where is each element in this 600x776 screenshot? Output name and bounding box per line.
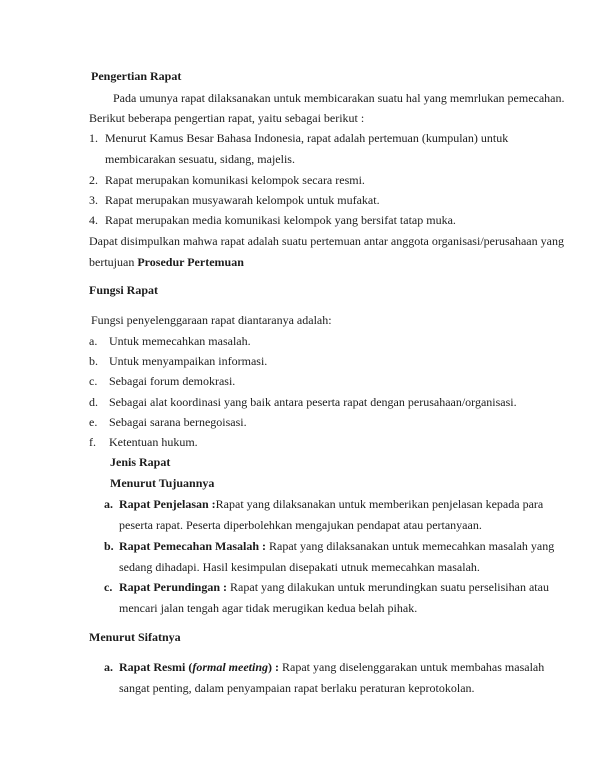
list-item: Sebagai alat koordinasi yang baik antara peserta rapat dengan perusahaan/organisasi. <box>109 395 517 409</box>
definition: Rapat yang dilaksanakan untuk memecahkan masalah yang <box>266 539 555 553</box>
list-marker: 3. <box>89 193 98 207</box>
list-marker: e. <box>89 415 98 429</box>
list-item-continuation: membicarakan sesuatu, sidang, majelis. <box>105 152 295 166</box>
paragraph-conclusion: Dapat disimpulkan mahwa rapat adalah suatu pertemuan antar anggota organisasi/perusahaan yang <box>89 234 564 248</box>
list-item <box>119 497 543 511</box>
list-item-continuation: peserta rapat. Peserta diperbolehkan mengajukan pendapat atau pertanyaan. <box>119 518 482 532</box>
section-heading-pengertian: Pengertian Rapat <box>91 69 182 83</box>
list-item-continuation: sedang dihadapi. Hasil kesimpulan disepakati utnuk memecahkan masalah. <box>119 560 480 574</box>
list-marker: f. <box>89 435 96 449</box>
definition: Rapat yang dilakukan untuk merundingkan suatu perselisihan atau <box>227 580 549 594</box>
list-marker: b. <box>104 539 114 553</box>
term: Rapat Resmi ( <box>119 660 193 674</box>
conclusion-emphasis: Prosedur Pertemuan <box>137 255 244 269</box>
list-marker: a. <box>104 660 113 674</box>
list-marker: a. <box>104 497 113 511</box>
list-item <box>119 660 544 674</box>
list-item: Sebagai sarana bernegoisasi. <box>109 415 247 429</box>
paragraph-conclusion-2 <box>89 255 244 269</box>
section-heading-fungsi: Fungsi Rapat <box>89 283 159 297</box>
term: Rapat Perundingan : <box>119 580 228 594</box>
list-item-continuation: mencari jalan tengah agar tidak merugikan kedua belah pihak. <box>119 601 418 615</box>
list-item <box>119 580 549 594</box>
list-marker: c. <box>89 374 98 388</box>
list-item: Untuk memecahkan masalah. <box>109 334 251 348</box>
list-marker: 1. <box>89 131 98 145</box>
list-marker: 4. <box>89 213 98 227</box>
list-item: Sebagai forum demokrasi. <box>109 374 236 388</box>
list-item: Menurut Kamus Besar Bahasa Indonesia, rapat adalah pertemuan (kumpulan) untuk <box>105 131 509 145</box>
definition: Rapat yang dilaksanakan untuk memberikan penjelasan kepada para <box>215 497 544 511</box>
list-item: Rapat merupakan musyawarah kelompok untuk mufakat. <box>105 193 380 207</box>
paragraph-intro: Pada umunya rapat dilaksanakan untuk membicarakan suatu hal yang memrlukan pemecahan. <box>113 91 565 105</box>
list-item-continuation: sangat penting, dalam penyampaian rapat berlaku peraturan keprotokolan. <box>119 681 475 695</box>
list-marker: d. <box>89 395 98 409</box>
section-heading-sifat: Menurut Sifatnya <box>89 630 181 644</box>
term-italic: formal meeting <box>192 660 268 674</box>
conclusion-text: bertujuan <box>89 255 138 269</box>
list-marker: b. <box>89 354 98 368</box>
definition: Rapat yang diselenggarakan untuk membahas masalah <box>279 660 545 674</box>
list-marker: a. <box>89 334 98 348</box>
list-item: Untuk menyampaikan informasi. <box>109 354 268 368</box>
list-item: Rapat merupakan komunikasi kelompok secara resmi. <box>105 173 365 187</box>
paragraph-fungsi-intro: Fungsi penyelenggaraan rapat diantaranya adalah: <box>91 313 332 327</box>
list-marker: c. <box>104 580 113 594</box>
subheading-tujuan: Menurut Tujuannya <box>110 476 215 490</box>
term: Rapat Pemecahan Masalah : <box>119 539 266 553</box>
list-item: Ketentuan hukum. <box>109 435 198 449</box>
list-item <box>119 539 554 553</box>
list-marker: 2. <box>89 173 98 187</box>
paragraph-intro-2: Berikut beberapa pengertian rapat, yaitu sebagai berikut : <box>89 111 365 125</box>
term: Rapat Penjelasan : <box>119 497 216 511</box>
list-item: Rapat merupakan media komunikasi kelompok yang bersifat tatap muka. <box>105 213 456 227</box>
section-heading-jenis: Jenis Rapat <box>110 455 171 469</box>
term-end: ) : <box>268 660 279 674</box>
